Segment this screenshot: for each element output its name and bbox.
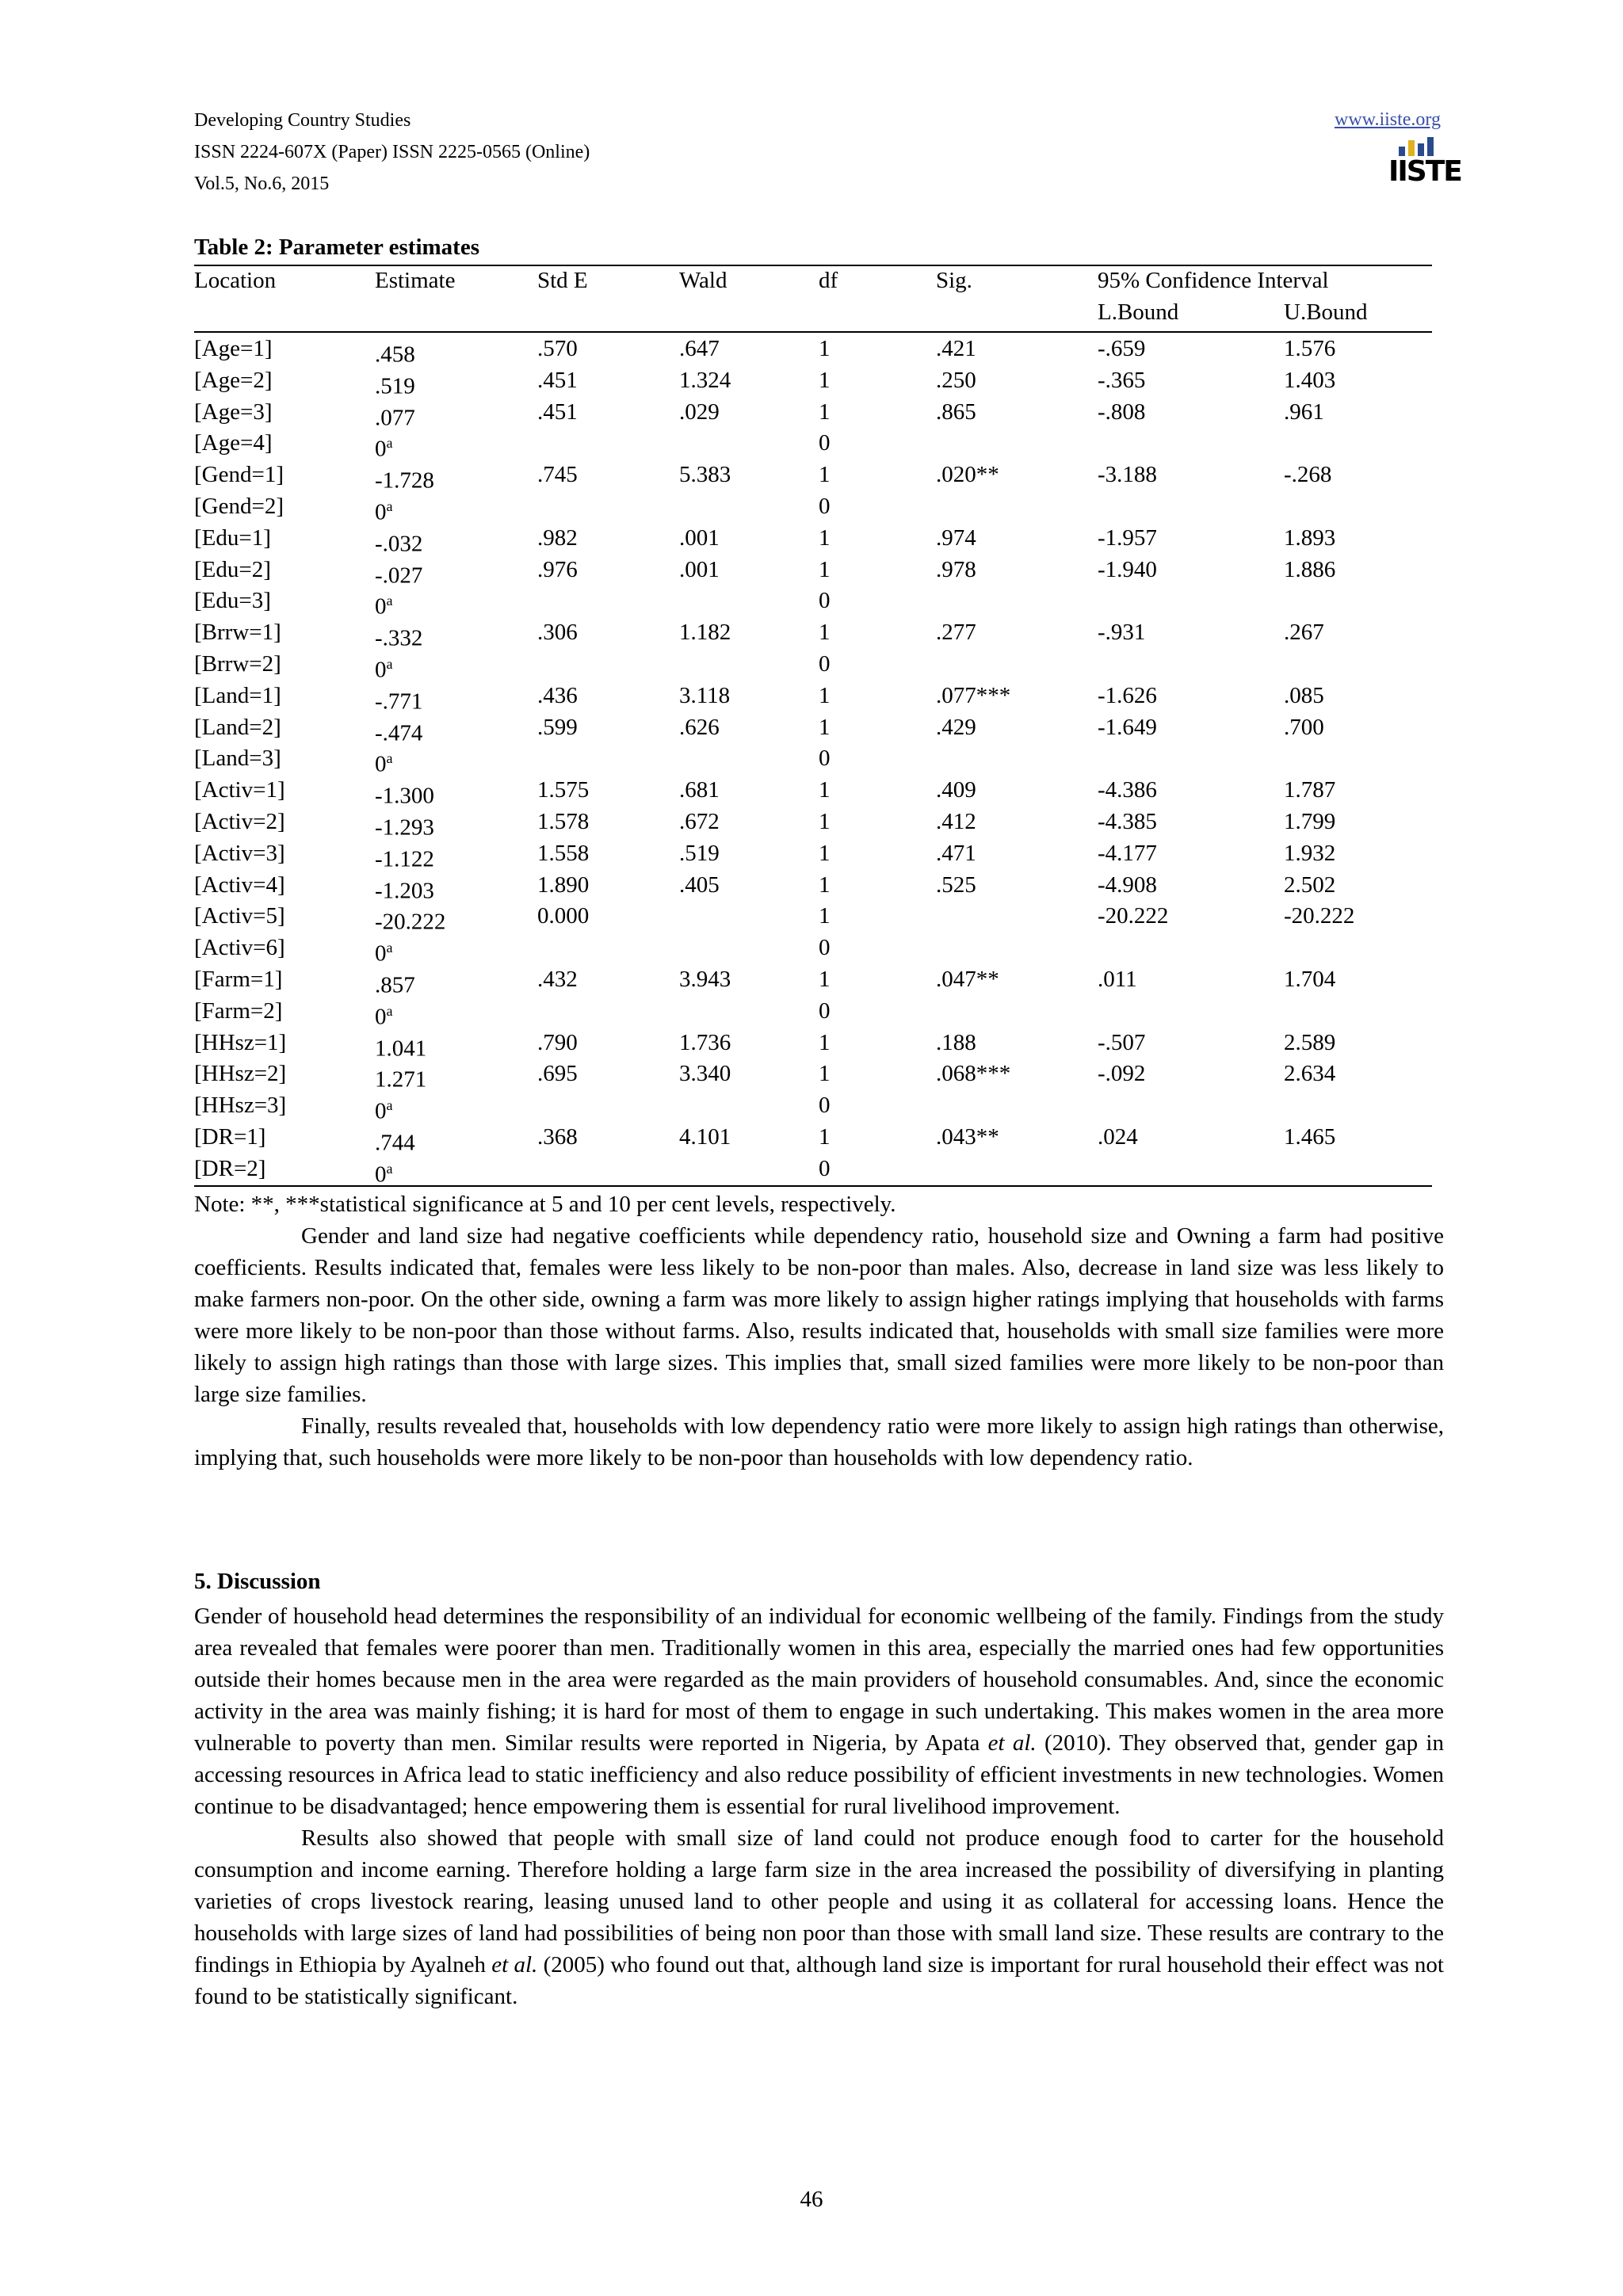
table-cell-df: 1 — [819, 524, 831, 551]
table-cell-est: -1.300 — [375, 783, 434, 809]
table-cell-df: 0 — [819, 1155, 831, 1181]
paragraph-text: Results also showed that people with small size of land could not produce enough food to carter for the household consumption and income earning. Therefore holding a large farm size in the area increased the possibility of diversifying in planting varieties of crops livestock rearing, leasing unused land to other people and using it as collateral for accessing loans. Hence the households with large sizes of land had possibilities of being non poor than those with small land size. These results are contrary to the findings in Ethiopia by Ayalneh — [194, 1825, 1444, 1978]
paragraph — [194, 1600, 1444, 1822]
table-row — [0, 1121, 1623, 1156]
table-cell-est: 1.271 — [375, 1066, 427, 1093]
table-cell-loc: [Activ=2] — [194, 808, 285, 834]
table-cell-ub: -20.222 — [1284, 903, 1355, 929]
table-row — [0, 806, 1623, 841]
table-cell-ub: 2.634 — [1284, 1061, 1336, 1087]
table-cell-lb: -.365 — [1098, 367, 1146, 393]
table-cell-superscript: a — [386, 593, 393, 609]
table-row — [0, 1027, 1623, 1062]
table-cell-est: -.332 — [375, 625, 423, 651]
table-cell-superscript: a — [386, 1097, 393, 1114]
table-cell-superscript: a — [386, 750, 393, 767]
table-cell-se: .982 — [537, 524, 578, 551]
table-cell-lb: -20.222 — [1098, 903, 1169, 929]
table-cell-lb: -1.940 — [1098, 556, 1157, 582]
table-cell-se: .745 — [537, 462, 578, 488]
table-cell-sig: .043** — [936, 1123, 999, 1150]
table-cell-loc: [Gend=1] — [194, 462, 284, 488]
table-cell-ub: 2.589 — [1284, 1029, 1336, 1055]
table-title: Table 2: Parameter estimates — [194, 235, 479, 260]
table-cell-se: 1.890 — [537, 871, 590, 898]
table-cell-loc: [Edu=2] — [194, 556, 271, 582]
journal-issn: ISSN 2224-607X (Paper) ISSN 2225-0565 (Online) — [194, 142, 590, 162]
table-cell-se: .570 — [537, 336, 578, 361]
table-cell-est: -.027 — [375, 563, 423, 589]
table-cell-df: 1 — [819, 903, 831, 929]
table-cell-df: 0 — [819, 1093, 831, 1119]
table-cell-est: -.474 — [375, 720, 423, 746]
table-cell-se: .451 — [537, 367, 578, 393]
table-row — [0, 774, 1623, 809]
col-upper-bound: U.Bound — [1284, 299, 1368, 325]
table-cell-est: 0$^a$ — [375, 435, 393, 463]
table-row — [0, 459, 1623, 494]
table-cell-est: -20.222 — [375, 910, 446, 935]
table-cell-df: 1 — [819, 871, 831, 898]
logo-text: IISTE — [1388, 155, 1461, 188]
table-cell-loc: [Activ=3] — [194, 840, 285, 866]
table-cell-wald: 3.943 — [679, 966, 731, 992]
paragraph — [194, 1822, 1444, 2012]
table-note: Note: **, ***statistical significance at 5 and 10 per cent levels, respectively. — [194, 1192, 896, 1217]
table-cell-df: 1 — [819, 556, 831, 582]
table-row — [0, 932, 1623, 967]
table-cell-loc: [Edu=3] — [194, 588, 271, 614]
table-row — [0, 364, 1623, 399]
table-row — [0, 1058, 1623, 1093]
table-cell-df: 0 — [819, 430, 831, 456]
table-cell-loc: [Activ=4] — [194, 871, 285, 898]
paragraph: Gender and land size had negative coefficients while dependency ratio, household size and Owning a farm had positive coefficients. Results indicated that, females were less likely to be non-poor than males. Also, decrease in land size was less likely to make farmers non-poor. On the other side, owning a farm was more likely to assign higher ratings implying that households with farms were more likely to be non-poor than those without farms. Also, results indicated that, households with small size families were more likely to assign high ratings than those with large sizes. This implies that, small sized families were more likely to be non-poor than large size families. — [194, 1223, 1444, 1407]
table-cell-superscript: a — [386, 1160, 393, 1177]
paragraph: Finally, results revealed that, households with low dependency ratio were more likely to assign high ratings than otherwise, implying that, such households were more likely to be non-poor than households with low dependency ratio. — [194, 1413, 1444, 1470]
table-row — [0, 616, 1623, 651]
col-lower-bound: L.Bound — [1098, 299, 1179, 325]
table-cell-est: -1.728 — [375, 467, 434, 494]
table-cell-superscript: a — [386, 655, 393, 672]
table-row — [0, 837, 1623, 872]
table-cell-wald: .405 — [679, 871, 720, 898]
table-cell-sig: .412 — [936, 808, 976, 834]
table-cell-est: 0$^a$ — [375, 1002, 393, 1030]
table-cell-est: .744 — [375, 1130, 415, 1156]
table-cell-wald: .029 — [679, 399, 720, 425]
table-cell-est: -1.122 — [375, 846, 434, 872]
table-cell-loc: [HHsz=2] — [194, 1061, 287, 1087]
table-cell-se: .432 — [537, 966, 578, 992]
table-cell-lb: -.507 — [1098, 1029, 1146, 1055]
citation-etal: et al. — [987, 1730, 1037, 1756]
table-cell-lb: .024 — [1098, 1123, 1138, 1150]
table-cell-loc: [Land=2] — [194, 714, 281, 740]
table-cell-loc: [Age=4] — [194, 430, 273, 456]
table-top-rule — [194, 265, 1432, 266]
table-cell-wald: .681 — [679, 777, 720, 803]
table-cell-sig: .525 — [936, 871, 976, 898]
citation-etal: et al. — [491, 1952, 538, 1978]
page-number: 46 — [800, 2187, 823, 2212]
table-cell-lb: -.931 — [1098, 620, 1146, 646]
table-cell-sig: .250 — [936, 367, 976, 393]
table-cell-loc: [Activ=5] — [194, 903, 285, 929]
table-cell-sig: .409 — [936, 777, 976, 803]
table-cell-df: 0 — [819, 650, 831, 677]
iiste-logo — [1388, 137, 1461, 194]
table-cell-superscript: a — [386, 940, 393, 956]
table-cell-loc: [Age=3] — [194, 399, 273, 425]
col-location: Location — [194, 268, 277, 293]
table-cell-ub: 1.886 — [1284, 556, 1336, 582]
table-cell-ub: .267 — [1284, 620, 1324, 646]
col-estimate: Estimate — [375, 268, 456, 293]
table-cell-se: .306 — [537, 620, 578, 646]
table-cell-df: 1 — [819, 682, 831, 708]
website-link[interactable]: www.iiste.org — [1335, 109, 1441, 130]
table-cell-loc: [Farm=2] — [194, 997, 283, 1024]
logo-bars-icon — [1388, 137, 1444, 156]
table-cell-ub: 1.704 — [1284, 966, 1336, 992]
table-cell-lb: -.659 — [1098, 336, 1146, 361]
table-cell-wald: 3.118 — [679, 682, 731, 708]
table-cell-df: 1 — [819, 840, 831, 866]
table-row — [0, 995, 1623, 1030]
table-row — [0, 333, 1623, 368]
table-cell-wald: .519 — [679, 840, 720, 866]
table-cell-ub: 1.576 — [1284, 336, 1336, 361]
table-cell-lb: .011 — [1098, 966, 1137, 992]
table-cell-est: 0$^a$ — [375, 1160, 393, 1188]
table-row — [0, 963, 1623, 998]
table-cell-lb: -4.385 — [1098, 808, 1157, 834]
table-cell-lb: -.808 — [1098, 399, 1146, 425]
table-cell-est: .077 — [375, 405, 415, 431]
discussion-paragraphs — [194, 1600, 1444, 2012]
table-cell-df: 1 — [819, 367, 831, 393]
table-cell-ub: .961 — [1284, 399, 1324, 425]
table-cell-sig: .429 — [936, 714, 976, 740]
table-cell-est: -1.203 — [375, 878, 434, 904]
table-cell-se: .368 — [537, 1123, 578, 1150]
table-cell-se: 1.558 — [537, 840, 590, 866]
table-cell-sig: .421 — [936, 336, 976, 361]
table-cell-lb: -3.188 — [1098, 462, 1157, 488]
table-cell-lb: -.092 — [1098, 1061, 1146, 1087]
table-cell-lb: -1.957 — [1098, 524, 1157, 551]
table-cell-ub: 1.403 — [1284, 367, 1336, 393]
journal-name: Developing Country Studies — [194, 110, 411, 131]
table-cell-sig: .865 — [936, 399, 976, 425]
table-row — [0, 585, 1623, 620]
table-row — [0, 1153, 1623, 1188]
table-row — [0, 522, 1623, 557]
table-row — [0, 900, 1623, 935]
table-cell-superscript: a — [386, 1002, 393, 1019]
col-wald: Wald — [679, 268, 727, 293]
table-cell-loc: [HHsz=1] — [194, 1029, 287, 1055]
table-cell-df: 1 — [819, 966, 831, 992]
table-cell-se: 0.000 — [537, 903, 590, 929]
table-cell-df: 0 — [819, 493, 831, 519]
table-cell-sig: .077*** — [936, 682, 1011, 708]
table-cell-df: 0 — [819, 746, 831, 772]
table-cell-ub: 1.465 — [1284, 1123, 1336, 1150]
table-cell-sig: .047** — [936, 966, 999, 992]
table-cell-sig: .020** — [936, 462, 999, 488]
table-row — [0, 396, 1623, 431]
table-cell-df: 1 — [819, 808, 831, 834]
table-cell-superscript: a — [386, 498, 393, 514]
table-cell-se: 1.578 — [537, 808, 590, 834]
table-cell-loc: [Gend=2] — [194, 493, 284, 519]
table-cell-est: 0$^a$ — [375, 655, 393, 683]
table-cell-se: .695 — [537, 1061, 578, 1087]
table-cell-superscript: a — [386, 435, 393, 452]
table-cell-loc: [HHsz=3] — [194, 1093, 287, 1119]
table-cell-wald: 5.383 — [679, 462, 731, 488]
table-cell-lb: -4.386 — [1098, 777, 1157, 803]
table-bottom-rule — [194, 1185, 1432, 1187]
table-cell-df: 1 — [819, 336, 831, 361]
paragraph-text: (2010). They observed that, gender gap in accessing resources in Africa lead to static inefficiency and also reduce possibility of efficient investments in new technologies. Women continue to be disadvantaged; hence empowering them is essential for rural livelihood improvement. — [194, 1730, 1444, 1819]
table-cell-loc: [Age=1] — [194, 336, 273, 361]
results-paragraphs — [194, 1220, 1444, 1474]
col-sig: Sig. — [936, 268, 972, 293]
table-cell-ub: -.268 — [1284, 462, 1332, 488]
table-cell-lb: -1.626 — [1098, 682, 1157, 708]
table-body — [0, 333, 1623, 1188]
table-row — [0, 680, 1623, 715]
table-cell-df: 1 — [819, 777, 831, 803]
table-cell-df: 0 — [819, 935, 831, 961]
table-cell-wald: 3.340 — [679, 1061, 731, 1087]
table-cell-df: 1 — [819, 1029, 831, 1055]
table-row — [0, 869, 1623, 904]
table-cell-est: 0$^a$ — [375, 750, 393, 778]
table-cell-loc: [Farm=1] — [194, 966, 283, 992]
col-df: df — [819, 268, 838, 293]
table-cell-est: .519 — [375, 373, 415, 399]
table-row — [0, 742, 1623, 778]
table-cell-sig: .068*** — [936, 1061, 1011, 1087]
table-cell-loc: [Activ=6] — [194, 935, 285, 961]
table-cell-df: 1 — [819, 1061, 831, 1087]
table-cell-sig: .471 — [936, 840, 976, 866]
table-cell-df: 1 — [819, 714, 831, 740]
table-cell-df: 1 — [819, 399, 831, 425]
table-cell-loc: [DR=1] — [194, 1123, 266, 1150]
table-cell-ub: .700 — [1284, 714, 1324, 740]
table-cell-est: 1.041 — [375, 1035, 427, 1062]
table-cell-loc: [DR=2] — [194, 1155, 266, 1181]
table-cell-wald: .001 — [679, 524, 720, 551]
table-cell-est: .857 — [375, 972, 415, 998]
table-cell-wald: .647 — [679, 336, 720, 361]
table-cell-loc: [Brrw=1] — [194, 620, 281, 646]
table-cell-loc: [Age=2] — [194, 367, 273, 393]
table-cell-se: .436 — [537, 682, 578, 708]
col-confidence-interval: 95% Confidence Interval — [1098, 268, 1329, 293]
table-cell-est: .458 — [375, 341, 415, 368]
table-cell-ub: 1.893 — [1284, 524, 1336, 551]
table-cell-df: 1 — [819, 1123, 831, 1150]
table-cell-df: 1 — [819, 620, 831, 646]
table-cell-ub: 1.787 — [1284, 777, 1336, 803]
table-cell-sig: .978 — [936, 556, 976, 582]
table-cell-sig: .974 — [936, 524, 976, 551]
table-cell-est: -.032 — [375, 531, 423, 557]
table-cell-ub: 1.932 — [1284, 840, 1336, 866]
col-std-e: Std E — [537, 268, 588, 293]
table-cell-wald: .001 — [679, 556, 720, 582]
table-cell-est: 0$^a$ — [375, 498, 393, 525]
table-cell-se: .976 — [537, 556, 578, 582]
table-cell-se: .790 — [537, 1029, 578, 1055]
table-cell-est: -1.293 — [375, 814, 434, 841]
table-cell-est: -.771 — [375, 688, 423, 715]
table-cell-wald: .672 — [679, 808, 720, 834]
table-cell-lb: -1.649 — [1098, 714, 1157, 740]
table-cell-se: .599 — [537, 714, 578, 740]
table-cell-lb: -4.177 — [1098, 840, 1157, 866]
table-cell-df: 1 — [819, 462, 831, 488]
table-cell-loc: [Activ=1] — [194, 777, 285, 803]
table-cell-ub: 1.799 — [1284, 808, 1336, 834]
table-cell-est: 0$^a$ — [375, 593, 393, 620]
table-cell-ub: .085 — [1284, 682, 1324, 708]
table-cell-wald: 1.182 — [679, 620, 731, 646]
table-row — [0, 554, 1623, 589]
table-cell-ub: 2.502 — [1284, 871, 1336, 898]
paragraph-text: Gender of household head determines the responsibility of an individual for economic wellbeing of the family. Findings from the study area revealed that females were poorer than men. Traditionally women in this area, especially the married ones had few opportunities outside their homes because men in the area were regarded as the main providers of household consumables. And, since the economic activity in the area was mainly fishing; it is hard for most of them to engage in such undertaking. This makes women in the area more vulnerable to poverty than men. Similar results were reported in Nigeria, by Apata — [194, 1604, 1444, 1756]
table-row — [0, 711, 1623, 746]
journal-volume: Vol.5, No.6, 2015 — [194, 174, 330, 194]
table-cell-sig: .188 — [936, 1029, 976, 1055]
table-row — [0, 648, 1623, 683]
table-cell-loc: [Edu=1] — [194, 524, 271, 551]
table-cell-df: 0 — [819, 997, 831, 1024]
table-cell-se: 1.575 — [537, 777, 590, 803]
table-cell-wald: 1.736 — [679, 1029, 731, 1055]
table-cell-wald: 4.101 — [679, 1123, 731, 1150]
table-cell-loc: [Brrw=2] — [194, 650, 281, 677]
table-row — [0, 490, 1623, 525]
table-cell-est: 0$^a$ — [375, 1097, 393, 1124]
table-cell-wald: 1.324 — [679, 367, 731, 393]
paragraph-text: (2005) who found out that, although land size is important for rural household their effect was not found to be statistically significant. — [194, 1952, 1444, 2009]
section-heading: 5. Discussion — [194, 1569, 321, 1594]
table-cell-est: 0$^a$ — [375, 940, 393, 967]
table-cell-se: .451 — [537, 399, 578, 425]
table-cell-wald: .626 — [679, 714, 720, 740]
table-cell-df: 0 — [819, 588, 831, 614]
table-row — [0, 427, 1623, 463]
table-cell-loc: [Land=3] — [194, 746, 281, 772]
table-row — [0, 1089, 1623, 1124]
table-cell-lb: -4.908 — [1098, 871, 1157, 898]
table-cell-loc: [Land=1] — [194, 682, 281, 708]
table-cell-sig: .277 — [936, 620, 976, 646]
